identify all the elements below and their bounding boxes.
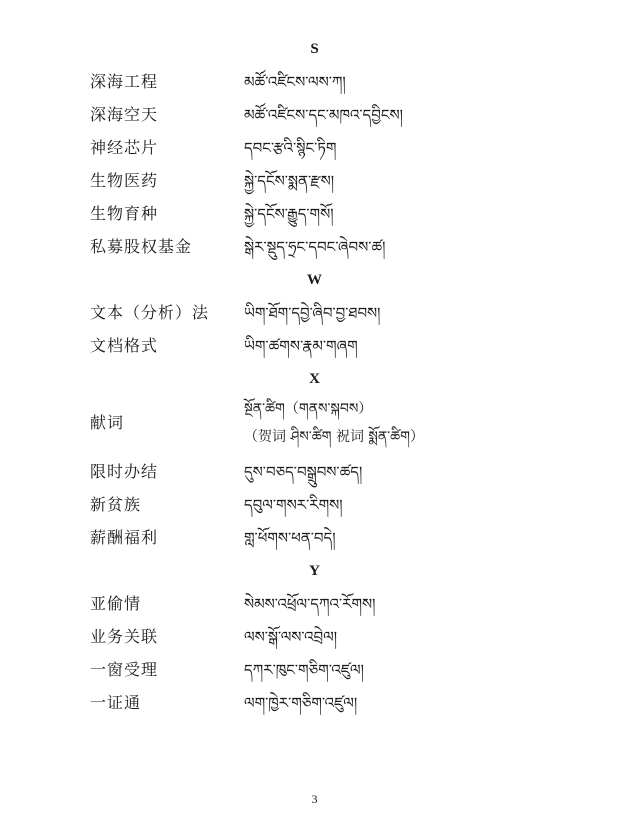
glossary-entry <box>0 691 629 715</box>
chinese-term: 业务关联 <box>90 627 159 646</box>
glossary-entry <box>0 103 629 127</box>
chinese-term: 深海空天 <box>90 105 159 124</box>
tibetan-term: སྔོན་ཚིག（གནས་སྐབས） <box>244 401 373 417</box>
chinese-term: 一证通 <box>90 693 142 712</box>
glossary-entry <box>0 136 629 160</box>
tibetan-term: དུས་བཅད་བསྒྲུབས་ཚད། <box>244 463 363 481</box>
tibetan-term: ལས་སྒོ་ལས་འབྲེལ། <box>244 628 338 646</box>
chinese-term: 新贫族 <box>90 495 142 514</box>
glossary-entry <box>0 169 629 193</box>
page-number: 3 <box>311 792 318 806</box>
tibetan-term: དབུལ་གསར་རིགས། <box>244 496 343 514</box>
chinese-term: 献词 <box>90 413 125 432</box>
section-letter-w: W <box>307 272 322 288</box>
chinese-term: 深海工程 <box>90 72 159 91</box>
tibetan-term: མཚོ་འཛིངས་ལས་ཀ། <box>244 73 346 91</box>
glossary-entry <box>0 658 629 682</box>
section-letter-x: X <box>309 371 320 387</box>
section-letter-y: Y <box>309 563 320 579</box>
glossary-entry <box>0 592 629 616</box>
glossary-entry <box>0 460 629 484</box>
tibetan-term-variants: （贺词 ཤིས་ཚིག 祝词 སྨོན་ཚིག） <box>244 429 424 445</box>
glossary-entry <box>0 334 629 358</box>
chinese-term: 一窗受理 <box>90 660 159 679</box>
chinese-term: 薪酬福利 <box>90 528 159 547</box>
glossary-entry <box>0 202 629 226</box>
tibetan-term: ཡིག་ཐོག་དབྱེ་ཞིབ་བྱ་ཐབས། <box>244 304 381 322</box>
glossary-entry <box>0 235 629 259</box>
tibetan-term: གླ་ཕོགས་ཕན་བདེ། <box>244 529 336 547</box>
tibetan-term: མཚོ་འཛིངས་དང་མཁའ་དབྱིངས། <box>244 106 403 124</box>
tibetan-term: དཀར་ཁུང་གཅིག་འཛུལ། <box>244 661 364 679</box>
chinese-term: 神经芯片 <box>90 138 159 157</box>
tibetan-term: ལག་ཁྱེར་གཅིག་འཛུལ། <box>244 694 358 712</box>
chinese-term: 私募股权基金 <box>90 237 193 256</box>
tibetan-term: སྐྱེ་དངོས་སྨན་རྫས། <box>244 172 335 190</box>
tibetan-term: སྒེར་སྡུད་ཧྲང་དབང་ཞེབས་ཚ། <box>244 238 386 256</box>
chinese-term: 限时办结 <box>90 462 159 481</box>
chinese-term: 生物育种 <box>90 204 159 223</box>
chinese-term: 文本（分析）法 <box>90 303 210 322</box>
glossary-entry <box>0 70 629 94</box>
chinese-term: 生物医药 <box>90 171 159 190</box>
chinese-term: 文档格式 <box>90 336 159 355</box>
glossary-entry <box>0 493 629 517</box>
glossary-entry <box>0 625 629 649</box>
tibetan-term: སེམས་འཕྲོལ་དཀའ་རོགས། <box>244 595 376 613</box>
glossary-entry <box>0 526 629 550</box>
chinese-term: 亚偷情 <box>90 594 142 613</box>
glossary-entry <box>0 301 629 325</box>
section-letter-s: S <box>310 41 319 57</box>
tibetan-term: ཡིག་ཚགས་རྣམ་གཞག <box>244 337 358 355</box>
tibetan-term: དབང་རྩའི་སྙིང་ཏིག <box>244 139 337 157</box>
tibetan-term: སྐྱེ་དངོས་རྒྱུད་གསོ། <box>244 205 334 223</box>
